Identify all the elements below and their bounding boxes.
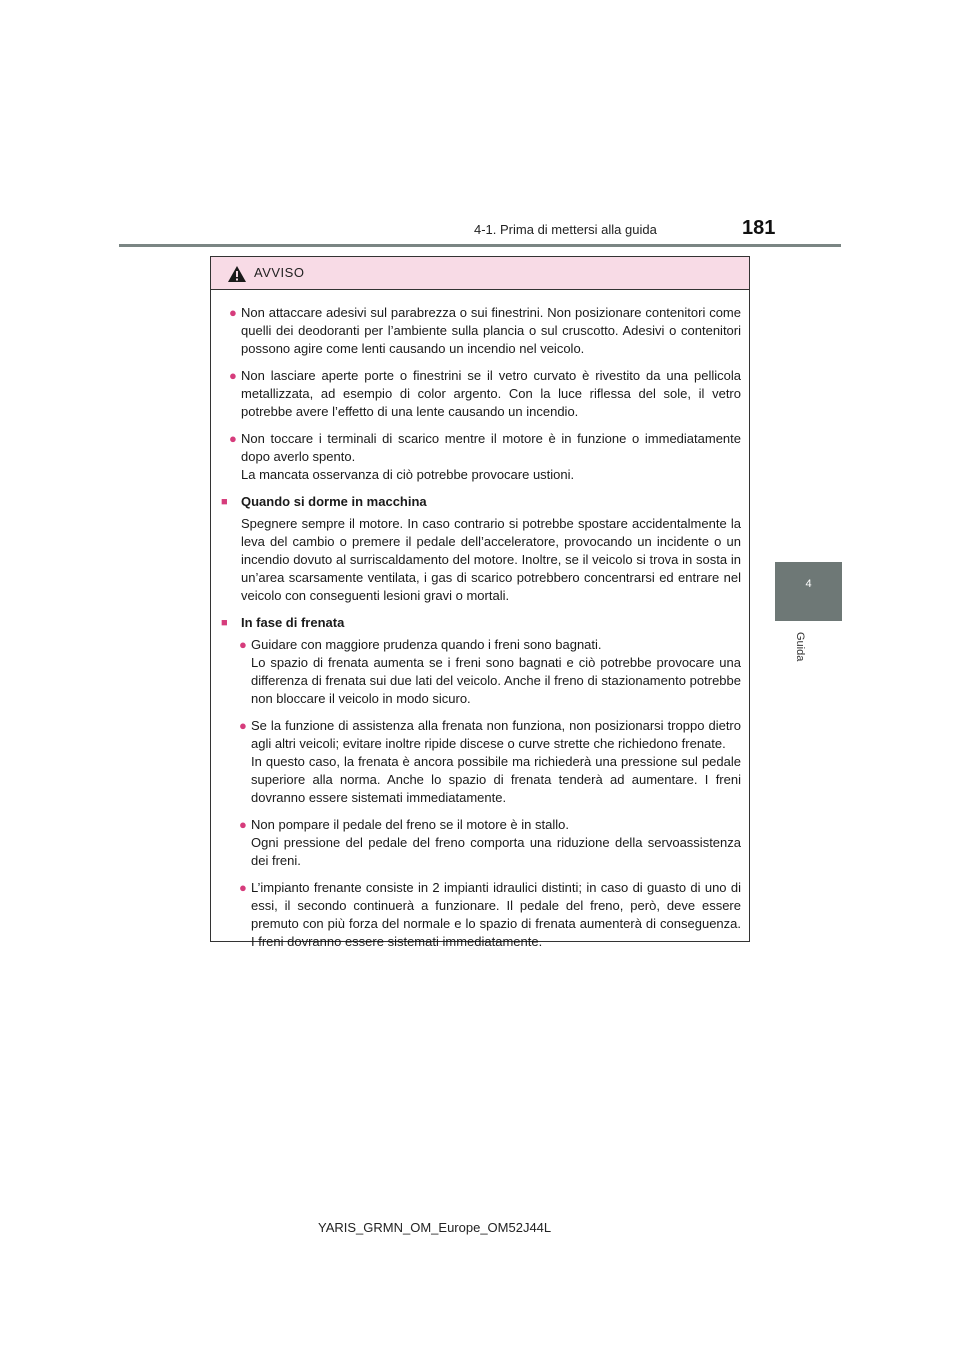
list-item xyxy=(219,816,741,870)
bullet-icon: ● xyxy=(239,880,247,895)
warning-header xyxy=(211,257,749,290)
section-title: Quando si dorme in macchina xyxy=(241,494,427,509)
warning-triangle-icon xyxy=(227,265,247,283)
bullet-text: Non pompare il pedale del freno se il motore è in stallo. xyxy=(251,817,569,832)
section-paragraph xyxy=(219,515,741,605)
bullet-icon: ● xyxy=(239,637,247,652)
list-item xyxy=(219,367,741,421)
bullet-text: Non attaccare adesivi sul parabrezza o sui finestrini. Non posizionare contenitori come quelli dei deodoranti per l’ambiente sulla plancia o sul cruscotto. Adesivi o contenitori possono agire come lenti causando un incendio nel veicolo. xyxy=(241,305,741,356)
chapter-tab xyxy=(775,562,842,621)
bullet-text: Non lasciare aperte porte o finestrini se il vetro curvato è rivestito da una pellicola metallizzata, ad esempio di color argento. Con la luce riflessa del sole, il vetro potrebbe avere l’effetto di una lente causando un incendio. xyxy=(241,368,741,419)
square-bullet-icon: ■ xyxy=(221,617,228,629)
chapter-label: Guida xyxy=(794,632,806,662)
section-heading xyxy=(219,493,741,511)
warning-title: AVVISO xyxy=(254,265,305,280)
square-bullet-icon: ■ xyxy=(221,496,228,508)
bullet-text: Lo spazio di frenata aumenta se i freni sono bagnati e ciò potrebbe provocare una differenza di frenata sui due lati del veicolo. Anche il freno di stazionamento potrebbe non bloccare il veicolo in modo sicuro. xyxy=(251,655,741,706)
warning-box xyxy=(210,256,750,949)
list-item xyxy=(219,636,741,708)
section-title: In fase di frenata xyxy=(241,615,345,630)
list-item xyxy=(219,717,741,807)
list-item xyxy=(219,304,741,358)
bullet-text: Ogni pressione del pedale del freno comporta una riduzione della servoassistenza dei freni. xyxy=(251,835,741,868)
bullet-text: La mancata osservanza di ciò potrebbe provocare ustioni. xyxy=(241,467,575,482)
bullet-text: Se la funzione di assistenza alla frenata non funziona, non posizionarsi troppo dietro agli altri veicoli; evitare inoltre ripide discese o curve strette che richiedono frenate. xyxy=(251,718,741,751)
paragraph-text: Spegnere sempre il motore. In caso contrario si potrebbe spostare accidentalmente la leva del cambio o premere il pedale dell’acceleratore, provocando un incidente o un incendio dovuto al surriscaldamento del motore. Inoltre, se il veicolo si trova in sosta in un’area scarsamente ventilata, i gas di scarico potrebbero concentrarsi ed entrare nel veicolo con conseguenti lesioni gravi o mortali. xyxy=(241,516,741,603)
list-item xyxy=(219,430,741,484)
chapter-number: 4 xyxy=(805,578,812,590)
bullet-icon: ● xyxy=(229,305,237,320)
bullet-icon: ● xyxy=(229,431,237,446)
page-number: 181 xyxy=(742,217,776,239)
warning-body xyxy=(211,290,749,951)
bullet-icon: ● xyxy=(239,718,247,733)
bullet-text: Guidare con maggiore prudenza quando i freni sono bagnati. xyxy=(251,637,602,652)
bullet-text: Non toccare i terminali di scarico mentre il motore è in funzione o immediatamente dopo averlo spento. xyxy=(241,431,741,464)
header-rule xyxy=(119,244,841,247)
section-heading xyxy=(219,614,741,632)
header-section-title: 4-1. Prima di mettersi alla guida xyxy=(474,222,657,237)
bullet-icon: ● xyxy=(239,817,247,832)
footer-doc-code: YARIS_GRMN_OM_Europe_OM52J44L xyxy=(318,1220,552,1235)
bullet-icon: ● xyxy=(229,368,237,383)
list-item xyxy=(219,879,741,951)
bullet-text: L’impianto frenante consiste in 2 impianti idraulici distinti; in caso di guasto di uno di essi, il secondo continuerà a funzionare. Il pedale del freno, però, deve essere premuto con più forza del normale e lo spazio di frenata aumenterà di conseguenza. I freni dovranno essere sistemati immediatamente. xyxy=(251,880,741,949)
bullet-text: In questo caso, la frenata è ancora possibile ma richiederà una pressione sul pedale superiore alla norma. Anche lo spazio di frenata tenderà ad aumentare. I freni dovranno essere sistemati immediatamente. xyxy=(251,754,741,805)
